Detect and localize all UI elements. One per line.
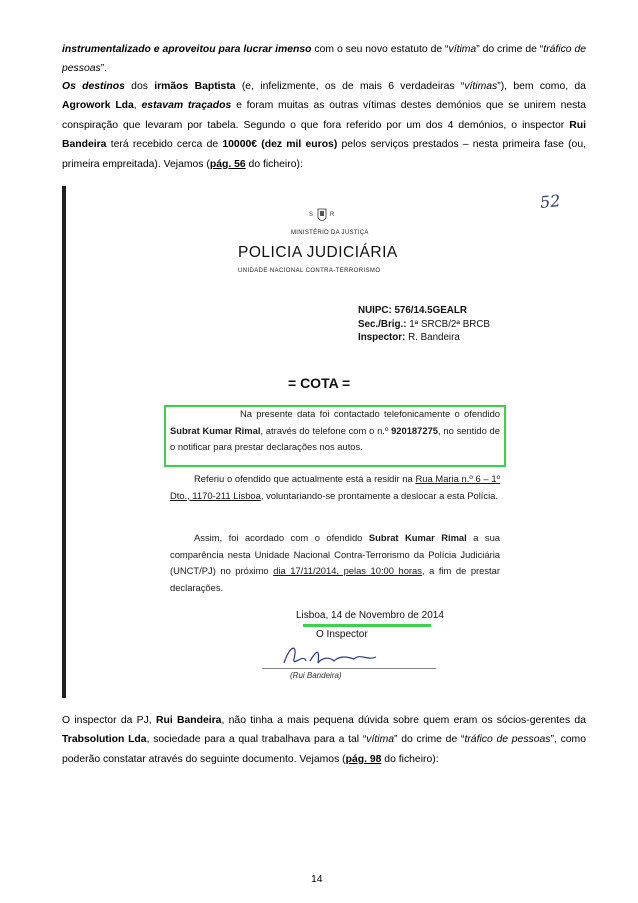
document-paragraph-1: Na presente data foi contactado telefonicamente o ofendido Subrat Kumar Rimal, através do telefone com o n.º 920187275, no sentido de o notificar para prestar declarações nos autos.	[170, 408, 500, 452]
scanned-document	[62, 186, 586, 698]
document-paragraph-3: Assim, foi acordado com o ofendido Subrat Kumar Rimal a sua comparência nesta Unidade Nacional Contra-Terrorismo da Polícia Judiciária (UNCT/PJ) no próximo dia 17/11/2014, pelas 10:00 horas, a fim de prestar declarações.	[170, 532, 500, 593]
handwritten-page-number: 52	[539, 190, 562, 213]
document-paragraph-2: Referiu o ofendido que actualmente está a residir na Rua Maria n.º 6 – 1º Dto., 1170-211 Lisboa, voluntariando-se prontamente a deslocar a esta Polícia.	[170, 473, 500, 501]
date-highlight	[303, 624, 431, 627]
page-reference-link: pág. 56	[209, 158, 246, 170]
signature-icon	[276, 639, 386, 671]
paragraph-destinos: Os destinos dos irmãos Baptista (e, infelizmente, os de mais 6 verdadeiras “vítimas”), bem como, da Agrowork Lda, estavam traçados e foram muitas as outras vítimas destes demónios que se unirem nesta conspiração que levaram por tabela. Segundo o que fora referido por um dos 4 demónios, o inspector Rui Bandeira terá recebido cerca de 10000€ (dez mil euros) pelos serviços prestados – nesta primeira fase (ou, primeira empreitada). Vejamos (pág. 56 do ficheiro):	[62, 81, 586, 170]
case-metadata: NUIPC: 576/14.5GEALR Sec./Brig.: 1ª SRCB/2ª BRCB Inspector: R. Bandeira	[358, 305, 490, 343]
ministry-name: MINISTÉRIO DA JUSTIÇA	[291, 230, 369, 236]
svg-text:R: R	[330, 212, 335, 218]
unit-name: UNIDADE NACIONAL CONTRA-TERRORISMO	[238, 268, 381, 274]
signatory-name: (Rui Bandeira)	[290, 671, 342, 680]
svg-text:S: S	[309, 212, 314, 218]
paragraph-intro: instrumentalizado e aproveitou para lucrar imenso com o seu novo estatuto de “vítima” do crime de “tráfico de pessoas”.	[62, 44, 587, 75]
organization-name: POLICIA JUDICIÁRIA	[238, 244, 398, 261]
coat-of-arms-icon	[308, 206, 336, 226]
document-date: Lisboa, 14 de Novembro de 2014	[296, 610, 444, 621]
page-number: 14	[311, 874, 323, 885]
paragraph-conclusion: O inspector da PJ, Rui Bandeira, não tinha a mais pequena dúvida sobre quem eram os sócios-gerentes da Trabsolution Lda, sociedade para a qual trabalhava para a tal “vítima” do crime de “tráfico de pessoas”, como poderão constatar através do seguinte documento. Vejamos (pág. 98 do ficheiro):	[62, 715, 586, 765]
document-heading: = COTA =	[288, 375, 351, 391]
signature-line	[262, 668, 436, 669]
inspector-title: O Inspector	[316, 629, 368, 640]
page-reference-link: pág. 98	[345, 753, 382, 765]
